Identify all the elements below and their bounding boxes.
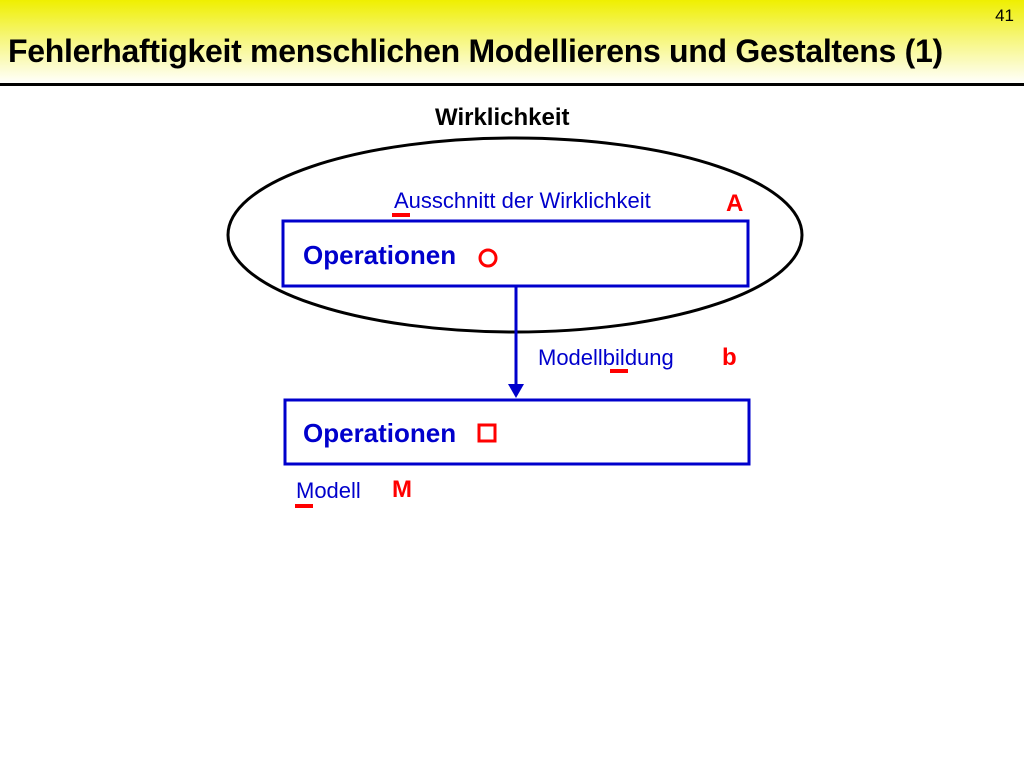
- reality-section-label: Ausschnitt der Wirklichkeit: [394, 188, 651, 213]
- slide-number: 41: [995, 6, 1014, 25]
- modelling-label: Modellbildung: [538, 345, 674, 370]
- slide-title: Fehlerhaftigkeit menschlichen Modellierens und Gestaltens (1): [8, 33, 943, 69]
- underline-mark-m: [295, 504, 313, 508]
- arrow-head-icon: [508, 384, 524, 398]
- real-operations-label: Operationen: [303, 240, 457, 270]
- reality-section-symbol: A: [726, 190, 744, 217]
- model-symbol: M: [392, 476, 412, 503]
- modelling-symbol: b: [722, 344, 737, 371]
- reality-label: Wirklichkeit: [435, 104, 570, 131]
- model-operations-label: Operationen: [303, 418, 457, 448]
- circle-icon: [480, 250, 496, 266]
- model-label: Modell: [296, 478, 361, 503]
- square-icon: [479, 425, 495, 441]
